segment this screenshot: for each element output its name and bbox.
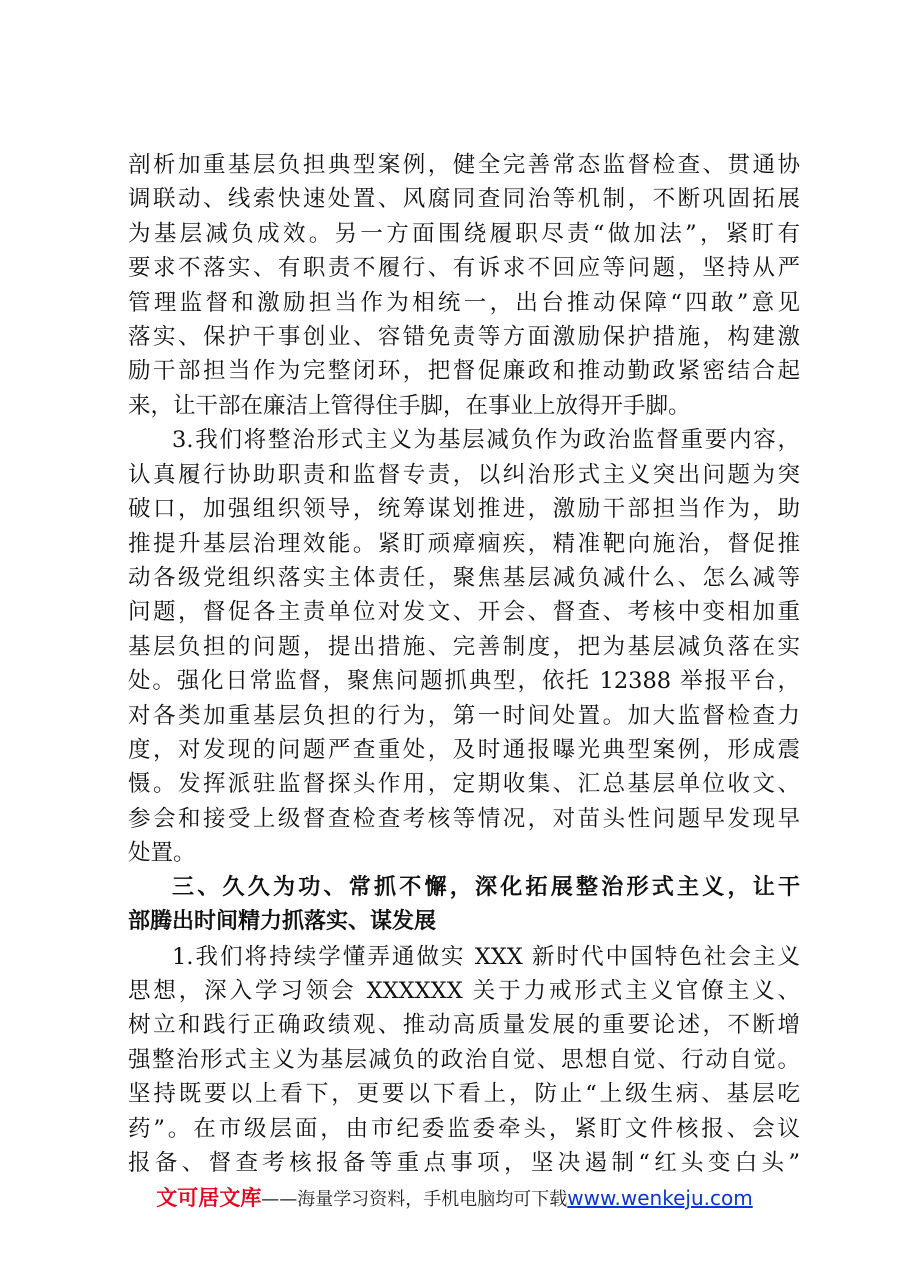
text-line: 问题，督促各主责单位对发文、开会、督查、考核中变相加重 — [128, 599, 800, 626]
footer-banner — [0, 1182, 909, 1212]
text-line: 报备、督查考核报备等重点事项，坚决遏制“红头变白头” — [128, 1150, 800, 1176]
text-line: 思想，深入学习领会 XXXXXX 关于力戒形式主义官僚主义、 — [128, 977, 800, 1004]
text-line: 来，让干部在廉洁上管得住手脚，在事业上放得开手脚。 — [128, 392, 691, 419]
text-line: 破口，加强组织领导，统筹谋划推进，激励干部担当作为，助 — [128, 496, 800, 523]
text-line: 推提升基层治理效能。紧盯顽瘴痼疾，精准靶向施治，督促推 — [128, 530, 800, 557]
text-line: 剖析加重基层负担典型案例，健全完善常态监督检查、贯通协 — [128, 152, 800, 178]
paragraph-start-line: 3.我们将整治形式主义为基层减负作为政治监督重要内容， — [172, 427, 800, 454]
text-line: 落实、保护干事创业、容错免责等方面激励保护措施，构建激 — [128, 324, 800, 351]
text-line: 强整治形式主义为基层减负的政治自觉、思想自觉、行动自觉。 — [128, 1046, 800, 1073]
footer-tagline: ——海量学习资料，手机电脑均可下载 — [261, 1189, 568, 1210]
footer-link[interactable]: www.wenkeju.com — [567, 1186, 753, 1210]
paragraph-start-line: 1.我们将持续学懂弄通做实 XXX 新时代中国特色社会主义 — [172, 943, 800, 970]
text-line: 认真履行协助职责和监督专责，以纠治形式主义突出问题为突 — [128, 461, 800, 488]
text-line: 为基层减负成效。另一方面围绕履职尽责“做加法”，紧盯有 — [128, 220, 800, 247]
text-line: 管理监督和激励担当作为相统一，出台推动保障“四敢”意见 — [128, 289, 800, 316]
text-line: 励干部担当作为完整闭环，把督促廉政和推动勤政紧密结合起 — [128, 358, 800, 385]
text-line: 处。强化日常监督，聚焦问题抓典型，依托 12388 举报平台， — [128, 668, 800, 695]
text-line: 坚持既要以上看下，更要以下看上，防止“上级生病、基层吃 — [128, 1081, 800, 1108]
section-heading-line: 三、久久为功、常抓不懈，深化拓展整治形式主义，让干 — [172, 874, 800, 900]
text-line: 慑。发挥派驻监督探头作用，定期收集、汇总基层单位收文、 — [128, 771, 800, 798]
text-line: 处置。 — [128, 840, 196, 867]
footer-brand: 文可居文库 — [156, 1186, 262, 1210]
section-heading-line: 部腾出时间精力抓落实、谋发展 — [128, 909, 437, 935]
text-line: 药”。在市级层面，由市纪委监委牵头，紧盯文件核报、会议 — [128, 1115, 800, 1142]
text-line: 动各级党组织落实主体责任，聚焦基层减负减什么、怎么减等 — [128, 564, 800, 591]
text-line: 度，对发现的问题严查重处，及时通报曝光典型案例，形成震 — [128, 737, 800, 764]
text-line: 调联动、线索快速处置、风腐同查同治等机制，不断巩固拓展 — [128, 186, 800, 213]
text-line: 对各类加重基层负担的行为，第一时间处置。加大监督检查力 — [128, 702, 800, 729]
text-line: 树立和践行正确政绩观、推动高质量发展的重要论述，不断增 — [128, 1012, 800, 1039]
text-line: 要求不落实、有职责不履行、有诉求不回应等问题，坚持从严 — [128, 255, 800, 282]
text-line: 基层负担的问题，提出措施、完善制度，把为基层减负落在实 — [128, 633, 800, 660]
text-line: 参会和接受上级督查检查考核等情况，对苗头性问题早发现早 — [128, 805, 800, 832]
